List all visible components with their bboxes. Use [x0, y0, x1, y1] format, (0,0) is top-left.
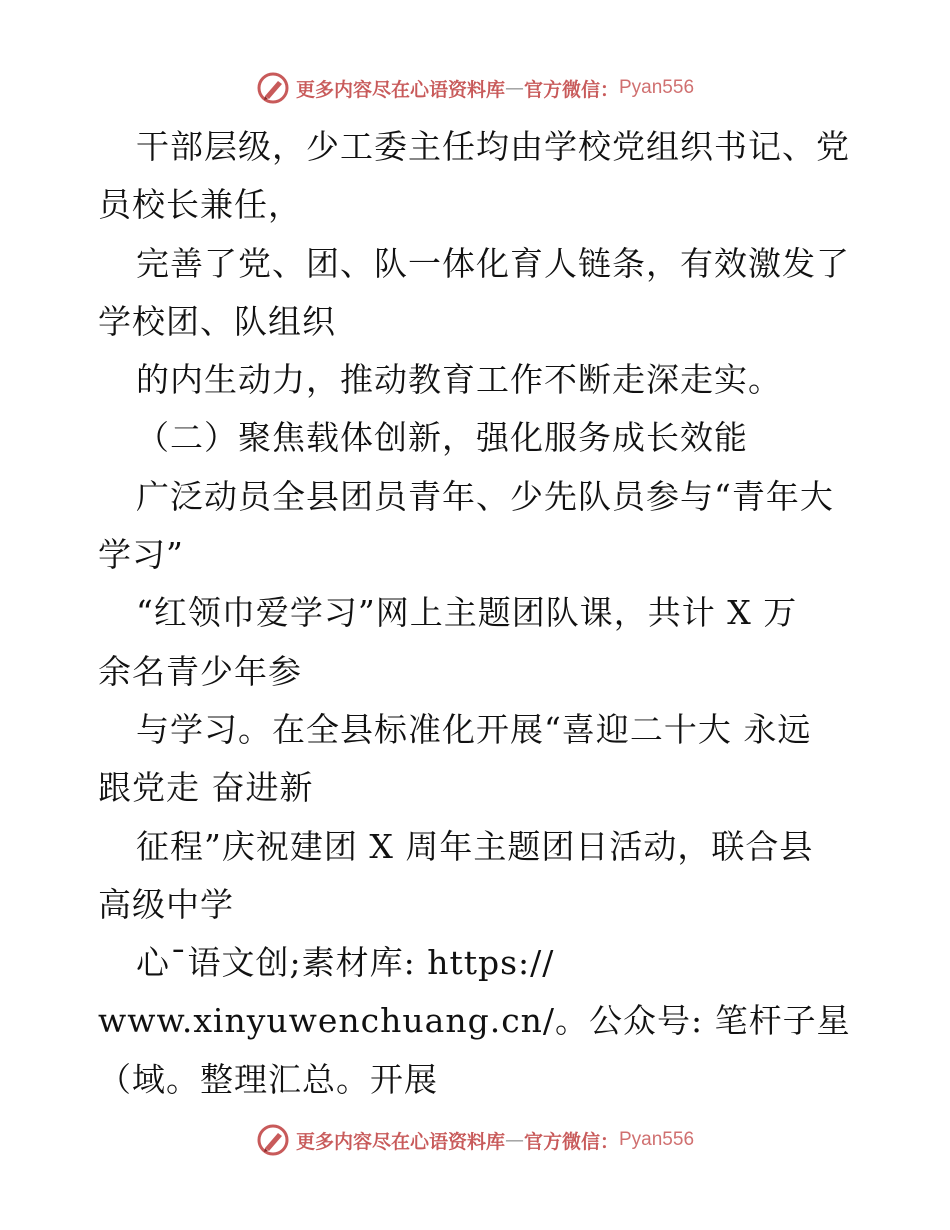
- body-line: 干部层级，少工委主任均由学校党组织书记、党: [136, 127, 850, 166]
- body-line: 征程”庆祝建团 X 周年主题团日活动，联合县: [136, 826, 814, 866]
- document-body: [98, 118, 858, 1109]
- body-line: 高级中学: [98, 884, 234, 924]
- body-line: 完善了党、团、队一体化育人链条，有效激发了: [136, 243, 850, 283]
- body-line: 心¯语文创;素材库: https://: [136, 943, 555, 983]
- body-line: 与学习。在全县标准化开展“喜迎二十大 永远: [136, 709, 812, 749]
- banner-separator: —: [504, 77, 524, 99]
- body-line: 学校团、队组织: [98, 301, 336, 341]
- pen-logo-icon: [256, 71, 290, 105]
- banner-account: Pyan556: [619, 1129, 695, 1150]
- body-line: 学习”: [98, 535, 184, 575]
- footer-banner: [0, 1120, 950, 1160]
- body-line: 跟党走 奋进新: [98, 768, 314, 808]
- banner-title: 更多内容尽在心语资料库: [295, 1130, 505, 1153]
- section-heading: （二）聚焦载体创新，强化服务成长效能: [136, 418, 748, 458]
- body-line: 余名青少年参: [98, 651, 302, 691]
- body-line: 广泛动员全县团员青年、少先队员参与“青年大: [136, 476, 834, 516]
- banner-title: 更多内容尽在心语资料库: [295, 78, 505, 101]
- body-line: “红领巾爱学习”网上主题团队课，共计 X 万: [136, 593, 798, 633]
- header-banner: [0, 68, 950, 108]
- body-line: 员校长兼任，: [98, 185, 302, 225]
- banner-account: Pyan556: [619, 77, 695, 98]
- banner-account-label: 官方微信：: [523, 1130, 619, 1153]
- banner-account-label: 官方微信：: [523, 78, 619, 101]
- banner-separator: —: [504, 1129, 524, 1151]
- body-line: www.xinyuwenchuang.cn/。公众号: 笔杆子星: [98, 1001, 851, 1041]
- pen-logo-icon: [256, 1123, 290, 1157]
- body-line: 的内生动力，推动教育工作不断走深走实。: [136, 360, 782, 400]
- body-line: （域。整理汇总。开展: [98, 1059, 438, 1099]
